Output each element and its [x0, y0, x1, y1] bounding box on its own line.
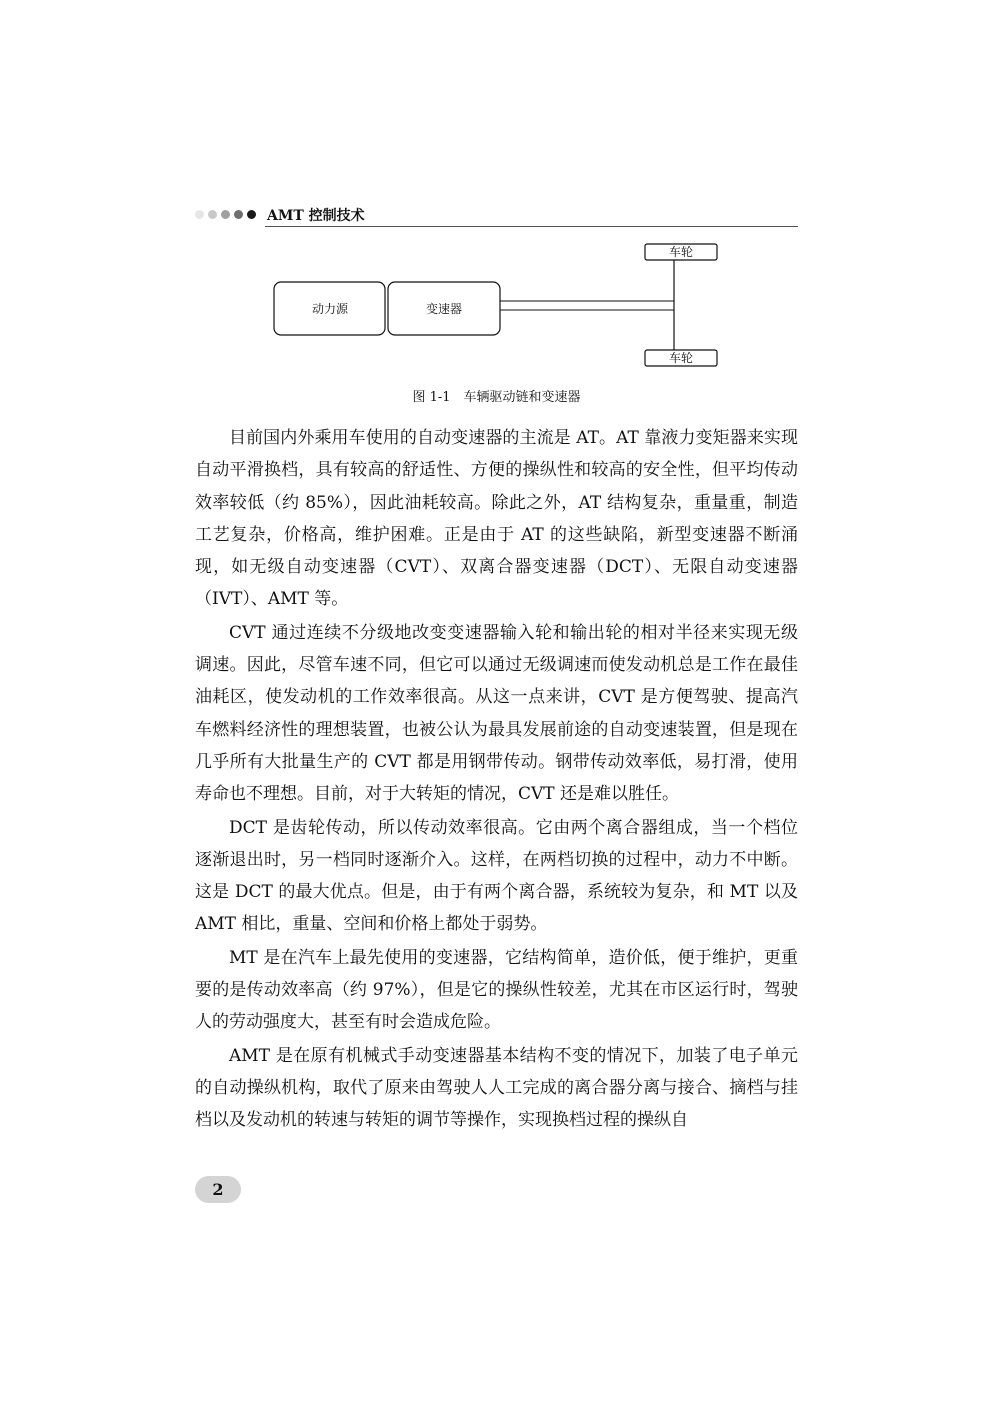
drivetrain-diagram: [250, 238, 740, 373]
body-text: [195, 422, 798, 1137]
header-dot: [234, 210, 243, 219]
figure-caption: 图 1-1 车辆驱动链和变速器: [412, 390, 581, 405]
paragraph: 目前国内外乘用车使用的自动变速器的主流是 AT。AT 靠液力变矩器来实现自动平滑换档，具有较高的舒适性、方便的操纵性和较高的安全性，但平均传动效率较低（约 85%），因此油耗较高。除此之外，AT 结构复杂，重量重，制造工艺复杂，价格高，维护困难。正是由于 AT 的这些缺陷，新型变速器不断涌现，如无级自动变速器（CVT）、双离合器变速器（DCT）、无限自动变速器（IVT）、AMT 等。: [195, 428, 798, 610]
paragraph: MT 是在汽车上最先使用的变速器，它结构简单，造价低，便于维护，更重要的是传动效率高（约 97%），但是它的操纵性较差，尤其在市区运行时，驾驶人的劳动强度大，甚至有时会造成危险。: [195, 947, 798, 1033]
header-dot: [247, 210, 256, 219]
wheel-top-label: 车轮: [668, 245, 694, 259]
paragraph: DCT 是齿轮传动，所以传动效率很高。它由两个离合器组成，当一个档位逐渐退出时，另一档同时逐渐介入。这样，在两档切换的过程中，动力不中断。这是 DCT 的最大优点。但是，由于有两个离合器，系统较为复杂，和 MT 以及 AMT 相比，重量、空间和价格上都处于弱势。: [195, 817, 798, 935]
header-dot: [195, 210, 204, 219]
header-dots: [195, 210, 260, 221]
transmission-label: 变速器: [425, 302, 463, 316]
header-rule: [265, 226, 798, 227]
page-number: 2: [195, 1176, 241, 1203]
paragraph: AMT 是在原有机械式手动变速器基本结构不变的情况下，加装了电子单元的自动操纵机构，取代了原来由驾驶人人工完成的离合器分离与接合、摘档与挂档以及发动机的转速与转矩的调节等操作，实现换档过程的操纵自: [195, 1045, 798, 1131]
wheel-bottom-label: 车轮: [668, 351, 694, 365]
header-dot: [208, 210, 217, 219]
header-dot: [221, 210, 230, 219]
header-title: AMT 控制技术: [267, 208, 365, 224]
paragraph: CVT 通过连续不分级地改变变速器输入轮和输出轮的相对半径来实现无级调速。因此，尽管车速不同，但它可以通过无级调速而使发动机总是工作在最佳油耗区，使发动机的工作效率很高。从这一点来讲，CVT 是方便驾驶、提高汽车燃料经济性的理想装置，也被公认为最具发展前途的自动变速装置，但是现在几乎所有大批量生产的 CVT 都是用钢带传动。钢带传动效率低，易打滑，使用寿命也不理想。目前，对于大转矩的情况，CVT 还是难以胜任。: [195, 622, 798, 805]
power-source-label: 动力源: [311, 302, 349, 316]
running-header: [195, 203, 798, 227]
